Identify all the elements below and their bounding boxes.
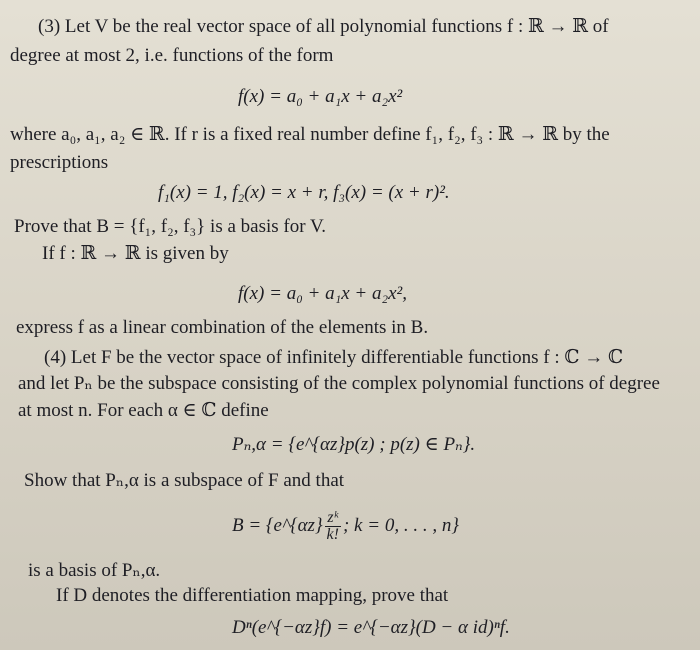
p3-line-3: where a₀, a₁, a₂ ∈ ℝ. If r is a fixed real number define f₁, f₂, f₃ : ℝ → ℝ by the [10, 124, 610, 145]
p3-line-4: prescriptions [10, 152, 109, 173]
p4-line-3: at most n. For each α ∈ ℂ define [18, 400, 269, 421]
p4-line-4: Show that Pₙ,α is a subspace of F and that [24, 470, 345, 491]
p3-equation-given-f: f(x) = a₀ + a₁x + a₂x², [238, 283, 407, 304]
p4-line-6: If D denotes the differentiation mapping, prove that [56, 585, 449, 606]
p4-equation-differentiation: Dⁿ(e^{−αz}f) = e^{−αz}(D − α id)ⁿf. [232, 617, 510, 638]
p3-line-5: Prove that B = {f₁, f₂, f₃} is a basis for V. [14, 216, 326, 237]
p4-fraction-numerator: zᵏ [325, 510, 341, 527]
p4-line-2: and let Pₙ be the subspace consisting of the complex polynomial functions of degree [18, 373, 660, 394]
p4-line-5: is a basis of Pₙ,α. [28, 560, 161, 581]
p4-equation-basis-fraction [325, 510, 341, 543]
p3-equation-polynomial: f(x) = a₀ + a₁x + a₂x² [238, 86, 403, 107]
p4-equation-p-n-alpha: Pₙ,α = {e^{αz}p(z) ; p(z) ∈ Pₙ}. [232, 434, 476, 455]
p3-line-1: (3) Let V be the real vector space of all polynomial functions f : ℝ → ℝ of [38, 16, 609, 37]
p3-equation-basis-functions: f₁(x) = 1, f₂(x) = x + r, f₃(x) = (x + r)². [158, 182, 450, 203]
p4-equation-basis [232, 508, 459, 544]
p3-line-7: express f as a linear combination of the elements in B. [16, 317, 429, 338]
p4-equation-basis-right: ; k = 0, . . . , n} [342, 515, 459, 536]
p4-equation-basis-left: B = {e^{αz} [232, 515, 323, 536]
p4-fraction-denominator: k! [326, 526, 339, 544]
p4-line-1: (4) Let F be the vector space of infinitely differentiable functions f : ℂ → ℂ [44, 347, 624, 368]
p3-line-6: If f : ℝ → ℝ is given by [42, 243, 229, 264]
p3-line-2: degree at most 2, i.e. functions of the form [10, 45, 334, 66]
